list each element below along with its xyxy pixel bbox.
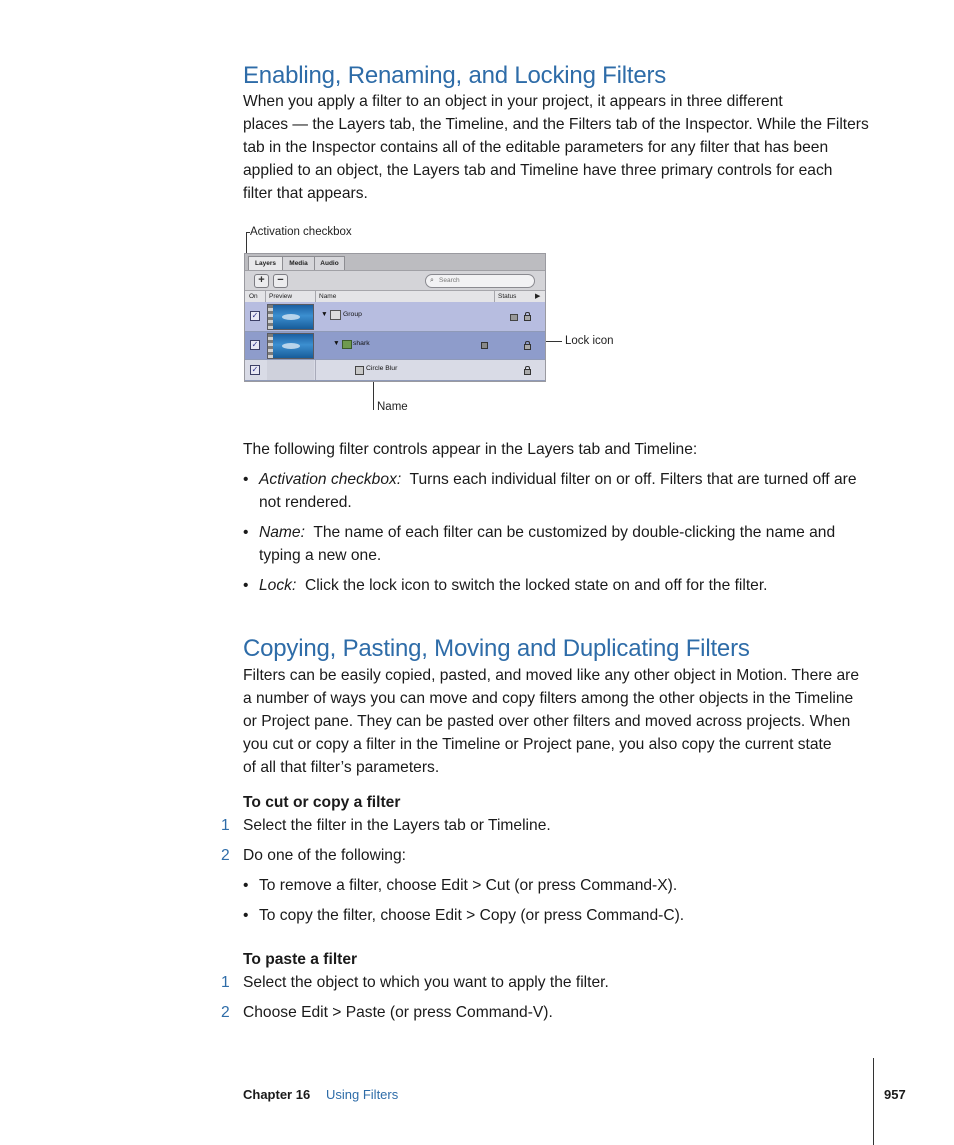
footer-chapter: Chapter 16 (243, 1087, 311, 1102)
footer-chapter-title[interactable]: Using Filters (326, 1087, 399, 1102)
step-number: 2 (221, 847, 230, 864)
column-on[interactable]: On (249, 293, 258, 300)
layer-name[interactable]: shark (353, 340, 370, 347)
section-intro: When you apply a filter to an object in your project, it appears in three different places — the Layers tab, the Timeline, and the Filters tab of the Inspector. While the Filters tab in the Inspector contains all of the editable parameters for any filter that has been applied to an object, the Layers tab and Timeline have three primary controls for each filter that appears. (243, 93, 869, 202)
search-input[interactable] (425, 274, 535, 288)
image-icon (342, 340, 352, 349)
procedure-title: To paste a filter (243, 951, 358, 968)
step-text: Select the object to which you want to apply the filter. (243, 974, 609, 991)
disclosure-triangle-icon[interactable]: ▼ (333, 340, 340, 347)
bullet-term: Lock: (259, 577, 297, 594)
section-intro: Filters can be easily copied, pasted, and moved like any other object in Motion. There are a number of ways you can move and copy filters among the other objects in the Timeline or Project pane. They can be pasted over other filters and moved across projects. When you cut or copy a filter in the Timeline or Project pane, you also copy the current state of all that filter’s parameters. (243, 667, 860, 776)
lock-icon[interactable] (524, 369, 531, 375)
bullet-term: Activation checkbox: (259, 471, 402, 488)
callout-activation-checkbox: Activation checkbox (250, 226, 352, 238)
lock-icon[interactable] (524, 344, 531, 350)
callout-lock-icon: Lock icon (565, 335, 614, 347)
layer-row-shark[interactable] (245, 332, 545, 360)
bullet-activation-checkbox: • Activation checkbox: Turns each individual filter on or off. Filters that are turned off are not rendered. (243, 468, 883, 514)
activation-checkbox[interactable]: ✓ (251, 340, 259, 349)
column-status[interactable]: Status (498, 293, 517, 300)
step-text: Do one of the following: (243, 847, 406, 864)
layers-panel-figure (244, 253, 546, 382)
step-number: 1 (221, 974, 230, 991)
preview-thumbnail (267, 333, 314, 359)
tab-media[interactable]: Media (282, 256, 315, 270)
step-text: Choose Edit > Paste (or press Command-V). (243, 1004, 553, 1021)
tab-audio[interactable]: Audio (314, 256, 345, 270)
visibility-icon[interactable] (510, 314, 518, 321)
remove-layer-button[interactable]: − (273, 274, 288, 288)
callout-line (246, 232, 250, 233)
activation-checkbox[interactable]: ✓ (251, 365, 259, 374)
layer-name[interactable]: Circle Blur (366, 365, 398, 372)
column-preview[interactable]: Preview (269, 293, 293, 300)
preview-thumbnail (267, 304, 314, 330)
step-text: Select the filter in the Layers tab or Timeline. (243, 817, 551, 834)
panel-tabs (245, 254, 545, 270)
magnifier-icon: ⌕ (430, 277, 434, 284)
panel-toolbar (245, 270, 545, 291)
search-placeholder: Search (439, 277, 460, 284)
layer-row-filter[interactable] (245, 360, 545, 381)
layer-options-icon[interactable] (481, 342, 488, 349)
activation-checkbox[interactable]: ✓ (251, 311, 259, 320)
callout-name: Name (377, 401, 408, 413)
procedure-title: To cut or copy a filter (243, 794, 401, 811)
layer-row-group[interactable] (245, 302, 545, 332)
group-icon (330, 310, 341, 320)
footer-divider (873, 1058, 874, 1145)
chevron-right-icon[interactable]: ▶ (535, 293, 541, 300)
bullet-name: • Name: The name of each filter can be customized by double-clicking the name and typing a new one. (243, 521, 883, 567)
filter-icon (355, 366, 364, 375)
step-number: 1 (221, 817, 230, 834)
step-number: 2 (221, 1004, 230, 1021)
add-layer-button[interactable]: + (254, 274, 269, 288)
list-intro: The following filter controls appear in the Layers tab and Timeline: (243, 441, 698, 458)
section-heading: Copying, Pasting, Moving and Duplicating Filters (243, 635, 750, 662)
bullet-text: Turns each individual filter on or off. Filters that are turned off are (409, 471, 857, 488)
bullet-text-cont: typing a new one. (259, 547, 382, 564)
page-number: 957 (884, 1087, 906, 1102)
bullet-lock: • Lock: Click the lock icon to switch the locked state on and off for the filter. (243, 577, 768, 594)
section-heading: Enabling, Renaming, and Locking Filters (243, 62, 667, 89)
bullet-term: Name: (259, 524, 305, 541)
disclosure-triangle-icon[interactable]: ▼ (321, 311, 328, 318)
layer-name[interactable]: Group (343, 311, 362, 318)
bullet-text-cont: not rendered. (259, 494, 352, 511)
column-name[interactable]: Name (319, 293, 337, 300)
bullet-text: Click the lock icon to switch the locked state on and off for the filter. (304, 577, 768, 594)
tab-layers[interactable]: Layers (248, 256, 283, 270)
lock-icon[interactable] (524, 315, 531, 321)
bullet-text: The name of each filter can be customized by double-clicking the name and (313, 524, 836, 541)
